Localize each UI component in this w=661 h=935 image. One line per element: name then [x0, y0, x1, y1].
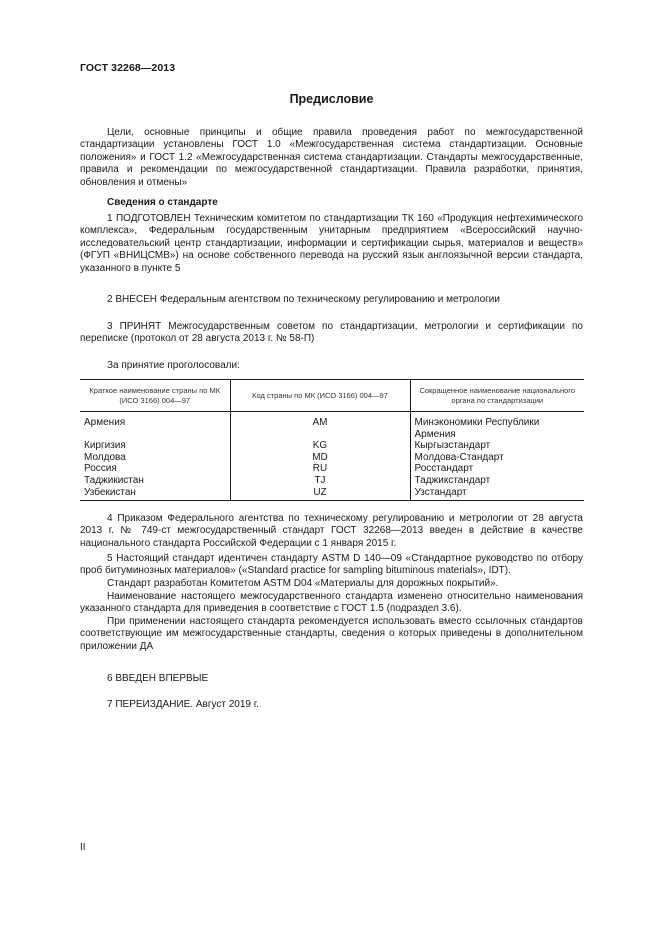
item-2-paragraph: 2 ВНЕСЕН Федеральным агентством по техническому регулированию и метрологии — [107, 294, 500, 305]
table-row — [80, 475, 584, 487]
item-7-paragraph: 7 ПЕРЕИЗДАНИЕ. Август 2019 г. — [107, 699, 259, 710]
page-title: Предисловие — [289, 92, 374, 106]
country-name: Молдова — [84, 451, 126, 463]
country-code: UZ — [230, 487, 410, 501]
vote-intro: За принятие проголосовали: — [107, 360, 240, 371]
national-body: Узстандарт — [410, 487, 584, 501]
item-4-paragraph: 4 Приказом Федерального агентства по техническому регулированию и метрологии от 28 августа 2013 г. № 749-ст межгосударственный стандарт ГОСТ 32268—2013 введен в действие в качестве национального стандарта Российской Федерации с 1 января 2015 г. — [80, 513, 583, 549]
table-row — [80, 412, 584, 441]
item-5-name-change-paragraph: Наименование настоящего межгосударственного стандарта изменено относительно наименования указанного стандарта для приведения в соответствие с ГОСТ 1.5 (подраздел 3.6). — [80, 591, 583, 615]
country-name: Таджикистан — [84, 474, 144, 486]
country-code: KG — [230, 440, 410, 452]
item-5-developer-paragraph: Стандарт разработан Комитетом ASTM D04 «Материалы для дорожных покрытий». — [107, 578, 499, 589]
intro-paragraph: Цели, основные принципы и общие правила проведения работ по межгосударственной стандартизации установлены ГОСТ 1.0 «Межгосударственная система стандартизации. Основные положения» и ГОСТ 1.2 «Межгосударственная система стандартизации. Стандарты межгосударственные, правила и рекомендации по межгосударственной стандартизации. Правила разработки, принятия, обновления и отмены» — [80, 127, 583, 188]
national-body: Кыргызстандарт — [410, 440, 584, 452]
item-3-paragraph: 3 ПРИНЯТ Межгосударственным советом по стандартизации, метрологии и сертификации по переписке (протокол от 28 августа 2013 г. № 58-П) — [80, 321, 583, 345]
table-row — [80, 452, 584, 464]
page-number: II — [80, 842, 86, 853]
national-body: Минэкономики Республики Армения — [410, 412, 584, 441]
table-row — [80, 463, 584, 475]
item-5-paragraph: 5 Настоящий стандарт идентичен стандарту ASTM D 140—09 «Стандартное руководство по отбору проб битуминозных материалов» («Standard practice for sampling bituminous materials», IDT). — [80, 553, 583, 577]
national-body: Росстандарт — [410, 463, 584, 475]
country-name: Армения — [84, 417, 126, 428]
item-1-paragraph: 1 ПОДГОТОВЛЕН Техническим комитетом по стандартизации ТК 160 «Продукция нефтехимического комплекса», Федеральным государственным унитарным предприятием «Всероссийский научно-исследовательский центр стандартизации, информации и сертификации сырья, материалов и веществ» (ФГУП «ВНИЦСМВ») на основе собственного перевода на русский язык англоязычной версии стандарта, указанного в пункте 5 — [80, 213, 583, 274]
country-code: RU — [230, 463, 410, 475]
country-code: TJ — [230, 475, 410, 487]
vote-table-header-row — [80, 380, 584, 412]
country-code: MD — [230, 452, 410, 464]
document-code: ГОСТ 32268—2013 — [80, 62, 176, 74]
country-name: Киргизия — [84, 440, 126, 452]
item-6-paragraph: 6 ВВЕДЕН ВПЕРВЫЕ — [107, 673, 209, 684]
table-row — [80, 440, 584, 452]
vote-table — [80, 379, 584, 501]
section-heading: Сведения о стандарте — [107, 197, 218, 208]
table-row — [80, 487, 584, 501]
country-name: Узбекистан — [80, 487, 230, 501]
column-header-code: Код страны по МК (ИСО 3166) 004—97 — [230, 380, 410, 412]
national-body: Молдова-Стандарт — [410, 452, 584, 464]
country-code: AM — [230, 412, 410, 441]
column-header-country: Краткое наименование страны по МК (ИСО 3166) 004—97 — [80, 380, 230, 412]
column-header-national-body: Сокращенное наименование национального органа по стандартизации — [410, 380, 584, 412]
national-body: Таджикстандарт — [410, 475, 584, 487]
item-5-references-paragraph: При применении настоящего стандарта рекомендуется использовать вместо ссылочных стандартов соответствующие им межгосударственные стандарты, сведения о которых приведены в дополнительном приложении ДА — [80, 616, 583, 652]
country-name: Россия — [84, 463, 117, 475]
